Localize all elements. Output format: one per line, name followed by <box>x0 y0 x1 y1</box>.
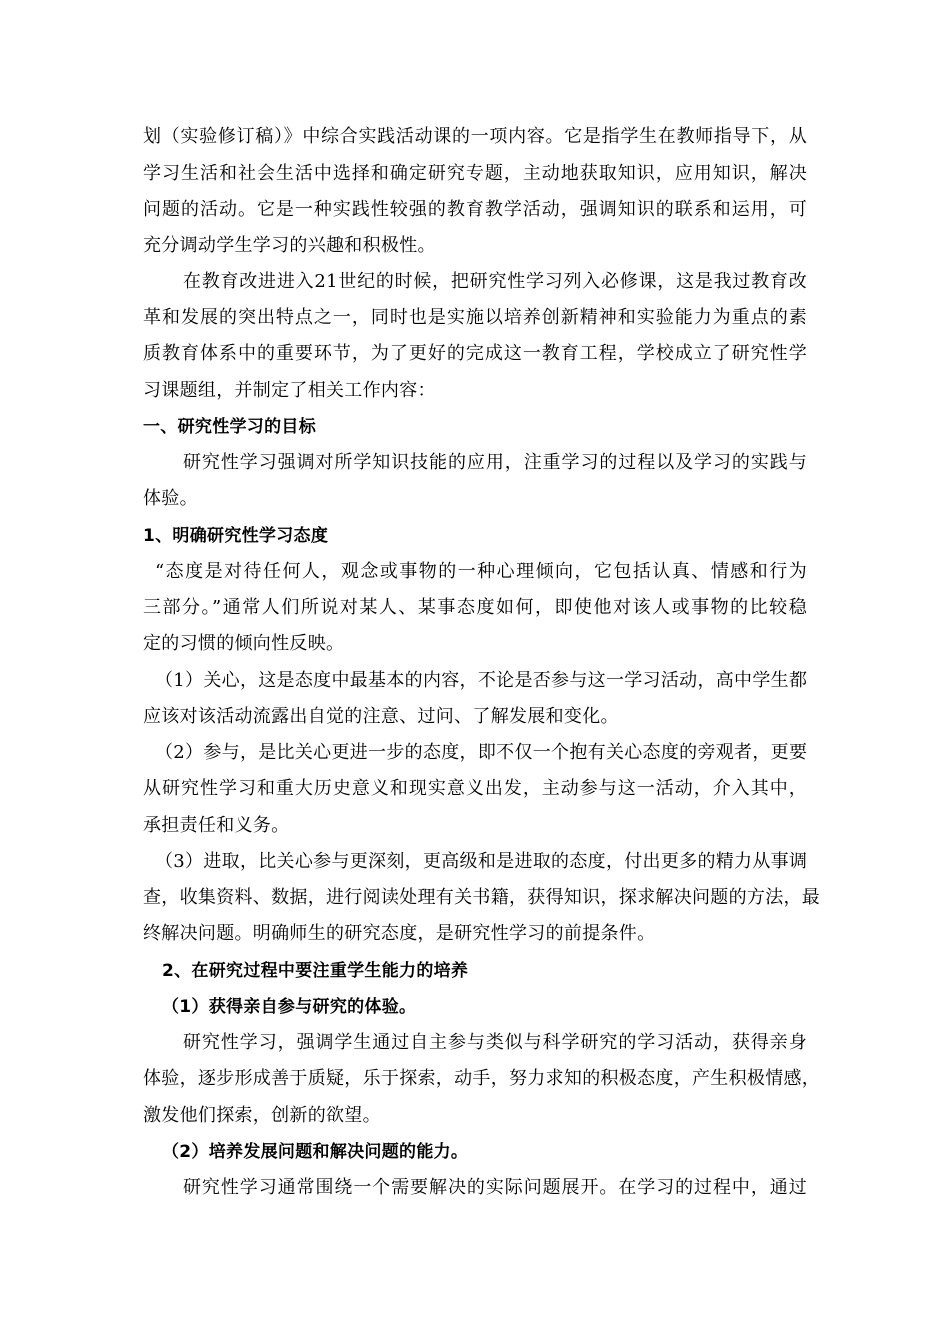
body-line: 质教育体系中的重要环节，为了更好的完成这一教育工程，学校成立了研究性学 <box>143 343 807 364</box>
body-line: 定的习惯的倾向性反映。 <box>143 633 345 654</box>
paragraph-first-line: 在教育改进进入21世纪的时候，把研究性学习列入必修课，这是我过教育改 <box>183 271 807 292</box>
body-line: 习课题组，并制定了相关工作内容： <box>143 380 436 401</box>
body-line: 体验。 <box>143 488 198 509</box>
body-line: 承担责任和义务。 <box>143 815 290 836</box>
paragraph-first-line: 研究性学习，强调学生通过自主参与类似与科学研究的学习活动，获得亲身 <box>183 1032 807 1053</box>
paragraph-first-line: 研究性学习强调对所学知识技能的应用，注重学习的过程以及学习的实践与 <box>183 452 807 473</box>
body-line: 体验，逐步形成善于质疑，乐于探索，动手，努力求知的积极态度，产生积极情感， <box>143 1068 821 1089</box>
body-line: 查，收集资料、数据，进行阅读处理有关书籍，获得知识，探求解决问题的方法，最 <box>143 887 821 908</box>
body-line: 充分调动学生学习的兴趣和积极性。 <box>143 235 436 256</box>
body-line: 学习生活和社会生活中选择和确定研究专题，主动地获取知识，应用知识，解决 <box>143 163 807 184</box>
body-line: 激发他们探索，创新的欲望。 <box>143 1105 381 1126</box>
body-line: 终解决问题。明确师生的研究态度，是研究性学习的前提条件。 <box>143 923 656 944</box>
subsection-heading: 2、在研究过程中要注重学生能力的培养 <box>162 961 469 981</box>
sub-subsection-heading: （2）培养发展问题和解决问题的能力。 <box>162 1142 469 1162</box>
quote-line: “态度是对待任何人，观念或事物的一种心理倾向，它包括认真、情感和行为 <box>155 561 807 582</box>
body-line: 应该对该活动流露出自觉的注意、过问、了解发展和变化。 <box>143 706 619 727</box>
body-line: 革和发展的突出特点之一，同时也是实施以培养创新精神和实验能力为重点的素 <box>143 307 807 328</box>
list-item-line: （2）参与，是比关心更进一步的态度，即不仅一个抱有关心态度的旁观者，更要 <box>155 742 808 763</box>
sub-subsection-heading: （1）获得亲自参与研究的体验。 <box>162 997 417 1017</box>
body-line: 三部分。”通常人们所说对某人、某事态度如何，即使他对该人或事物的比较稳 <box>143 597 807 618</box>
list-item-line: （3）进取，比关心参与更深刻，更高级和是进取的态度，付出更多的精力从事调 <box>155 851 808 872</box>
section-heading: 一、研究性学习的目标 <box>143 417 316 437</box>
body-line: 从研究性学习和重大历史意义和现实意义出发，主动参与这一活动，介入其中， <box>143 778 807 799</box>
subsection-heading: 1、明确研究性学习态度 <box>143 526 329 546</box>
body-line: 问题的活动。它是一种实践性较强的教育教学活动，强调知识的联系和运用，可 <box>143 199 807 220</box>
body-line: 划（实验修订稿）》中综合实践活动课的一项内容。它是指学生在教师指导下，从 <box>143 126 807 147</box>
paragraph-first-line: 研究性学习通常围绕一个需要解决的实际问题展开。在学习的过程中，通过 <box>183 1177 807 1198</box>
list-item-line: （1）关心，这是态度中最基本的内容，不论是否参与这一学习活动，高中学生都 <box>155 670 808 691</box>
